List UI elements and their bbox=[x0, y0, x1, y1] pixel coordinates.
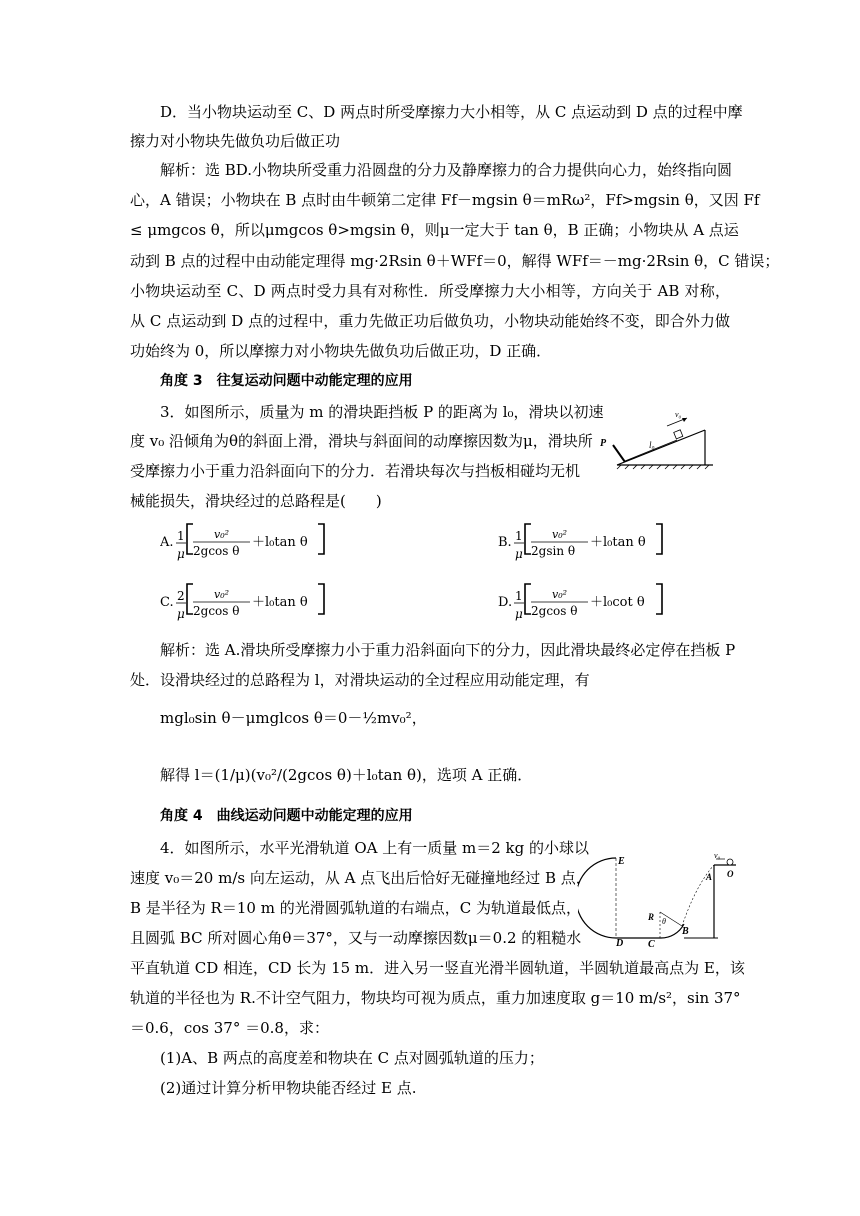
svg-text:O: O bbox=[727, 869, 734, 879]
answer3-equation: mgl₀sin θ－μmglcos θ＝0－½mv₀²， bbox=[160, 709, 427, 727]
svg-text:v₀: v₀ bbox=[714, 851, 721, 860]
option-d-line1: D．当小物块运动至 C、D 两点时所受摩擦力大小相等，从 C 点运动到 D 点的过程中摩 bbox=[160, 103, 743, 121]
svg-text:＋l₀cot θ: ＋l₀cot θ bbox=[590, 595, 645, 610]
answer3-line1: 解析：选 A.滑块所受摩擦力小于重力沿斜面向下的分力，因此滑块最终必定停在挡板 P bbox=[160, 641, 736, 659]
svg-text:A: A bbox=[706, 872, 713, 882]
section-heading-3: 角度 3 往复运动问题中动能定理的应用 bbox=[160, 373, 413, 389]
svg-text:B.: B. bbox=[498, 535, 512, 550]
answer3-result: 解得 l＝(1/μ)(v₀²/(2gcos θ)＋l₀tan θ)，选项 A 正确． bbox=[160, 766, 533, 784]
question4-line5: 平直轨道 CD 相连，CD 长为 15 m．进入另一竖直光滑半圆轨道，半圆轨道最高点为 E，该 bbox=[130, 959, 745, 977]
question4-line7: ＝0.6，cos 37° ＝0.8，求： bbox=[130, 1019, 329, 1037]
svg-text:2gsin θ: 2gsin θ bbox=[531, 544, 576, 558]
svg-text:θ: θ bbox=[662, 917, 666, 926]
question4-line1: 4．如图所示，水平光滑轨道 OA 上有一质量 m＝2 kg 的小球以 bbox=[160, 839, 589, 857]
svg-text:2gcos θ: 2gcos θ bbox=[193, 604, 240, 618]
solution-line4: 动到 B 点的过程中由动能定理得 mg·2Rsin θ＋WFf＝0，解得 WFf＝－mg·2Rsin θ，C 错误； bbox=[130, 252, 780, 270]
answer3-line2: 处．设滑块经过的总路程为 l，对滑块运动的全过程应用动能定理，有 bbox=[130, 671, 590, 689]
option-d-line2: 擦力对小物块先做负功后做正功 bbox=[130, 132, 341, 150]
svg-text:1: 1 bbox=[177, 529, 185, 543]
solution-line3: ≤ μmgcos θ，所以μmgcos θ>mgsin θ，则μ一定大于 tan θ，B 正确；小物块从 A 点运 bbox=[130, 221, 739, 239]
solution-line7: 功始终为 0，所以摩擦力对小物块先做负功后做正功，D 正确． bbox=[130, 342, 552, 360]
svg-text:μ: μ bbox=[177, 607, 185, 621]
svg-text:2gcos θ: 2gcos θ bbox=[193, 544, 240, 558]
question3-line1: 3．如图所示，质量为 m 的滑块距挡板 P 的距离为 l₀，滑块以初速 bbox=[160, 403, 604, 421]
svg-text:μ: μ bbox=[177, 547, 185, 561]
question4-part1: (1)A、B 两点的高度差和物块在 C 点对圆弧轨道的压力； bbox=[160, 1049, 544, 1067]
svg-text:v₀²: v₀² bbox=[552, 528, 568, 541]
svg-text:1: 1 bbox=[515, 529, 523, 543]
question3-line4: 械能损失，滑块经过的总路程是( ) bbox=[130, 492, 382, 510]
incline-figure bbox=[595, 410, 720, 470]
svg-text:R: R bbox=[648, 912, 655, 922]
option-d[interactable] bbox=[498, 578, 678, 628]
svg-text:C.: C. bbox=[160, 595, 174, 610]
solution-line6: 从 C 点运动到 D 点的过程中，重力先做正功后做负功，小物块动能始终不变，即合外力做 bbox=[130, 312, 730, 330]
question3-line3: 受摩擦力小于重力沿斜面向下的分力．若滑块每次与挡板相碰均无机 bbox=[130, 462, 581, 480]
option-b[interactable] bbox=[498, 518, 678, 568]
solution-line2: 心，A 错误；小物块在 B 点时由牛顿第二定律 Ff－mgsin θ＝mRω²，Ff>mgsin θ，又因 Ff bbox=[130, 191, 760, 209]
svg-text:v₀²: v₀² bbox=[214, 528, 230, 541]
question4-line3: B 是半径为 R＝10 m 的光滑圆弧轨道的右端点，C 为轨道最低点， bbox=[130, 899, 581, 917]
svg-text:＋l₀tan θ: ＋l₀tan θ bbox=[590, 535, 646, 550]
svg-text:v₀²: v₀² bbox=[552, 588, 568, 601]
svg-text:C: C bbox=[648, 939, 655, 948]
question4-line2: 速度 v₀＝20 m/s 向左运动，从 A 点飞出后恰好无碰撞地经过 B 点， bbox=[130, 869, 591, 887]
svg-text:2: 2 bbox=[177, 589, 185, 603]
svg-text:μ: μ bbox=[515, 607, 523, 621]
question3-line2: 度 v₀ 沿倾角为θ的斜面上滑，滑块与斜面间的动摩擦因数为μ，滑块所 bbox=[130, 432, 593, 450]
svg-text:2gcos θ: 2gcos θ bbox=[531, 604, 578, 618]
section-heading-4: 角度 4 曲线运动问题中动能定理的应用 bbox=[160, 808, 413, 824]
svg-text:B: B bbox=[682, 926, 689, 937]
option-a[interactable] bbox=[160, 518, 340, 568]
svg-text:D: D bbox=[616, 938, 624, 948]
label-P: P bbox=[600, 438, 607, 449]
svg-text:＋l₀tan θ: ＋l₀tan θ bbox=[252, 535, 308, 550]
question4-part2: (2)通过计算分析甲物块能否经过 E 点. bbox=[160, 1079, 417, 1097]
question4-line6: 轨道的半径也为 R.不计空气阻力，物块均可视为质点，重力加速度取 g＝10 m/s²，sin 37° bbox=[130, 989, 741, 1007]
svg-text:E: E bbox=[618, 856, 625, 867]
svg-text:μ: μ bbox=[515, 547, 523, 561]
svg-text:＋l₀tan θ: ＋l₀tan θ bbox=[252, 595, 308, 610]
question4-line4: 且圆弧 BC 所对圆心角θ＝37°，又与一动摩擦因数μ＝0.2 的粗糙水 bbox=[130, 929, 582, 947]
track-figure bbox=[578, 850, 738, 948]
svg-text:D.: D. bbox=[498, 595, 513, 610]
option-c[interactable] bbox=[160, 578, 340, 628]
svg-text:A.: A. bbox=[160, 535, 174, 550]
svg-text:v₀²: v₀² bbox=[214, 588, 230, 601]
svg-text:1: 1 bbox=[515, 589, 523, 603]
solution-line1: 解析：选 BD.小物块所受重力沿圆盘的分力及静摩擦力的合力提供向心力，始终指向圆 bbox=[160, 161, 733, 179]
label-l0: l₀ bbox=[649, 440, 655, 450]
solution-line5: 小物块运动至 C、D 两点时受力具有对称性．所受摩擦力大小相等，方向关于 AB 对称， bbox=[130, 282, 730, 300]
label-v0: v₀ bbox=[675, 410, 682, 419]
